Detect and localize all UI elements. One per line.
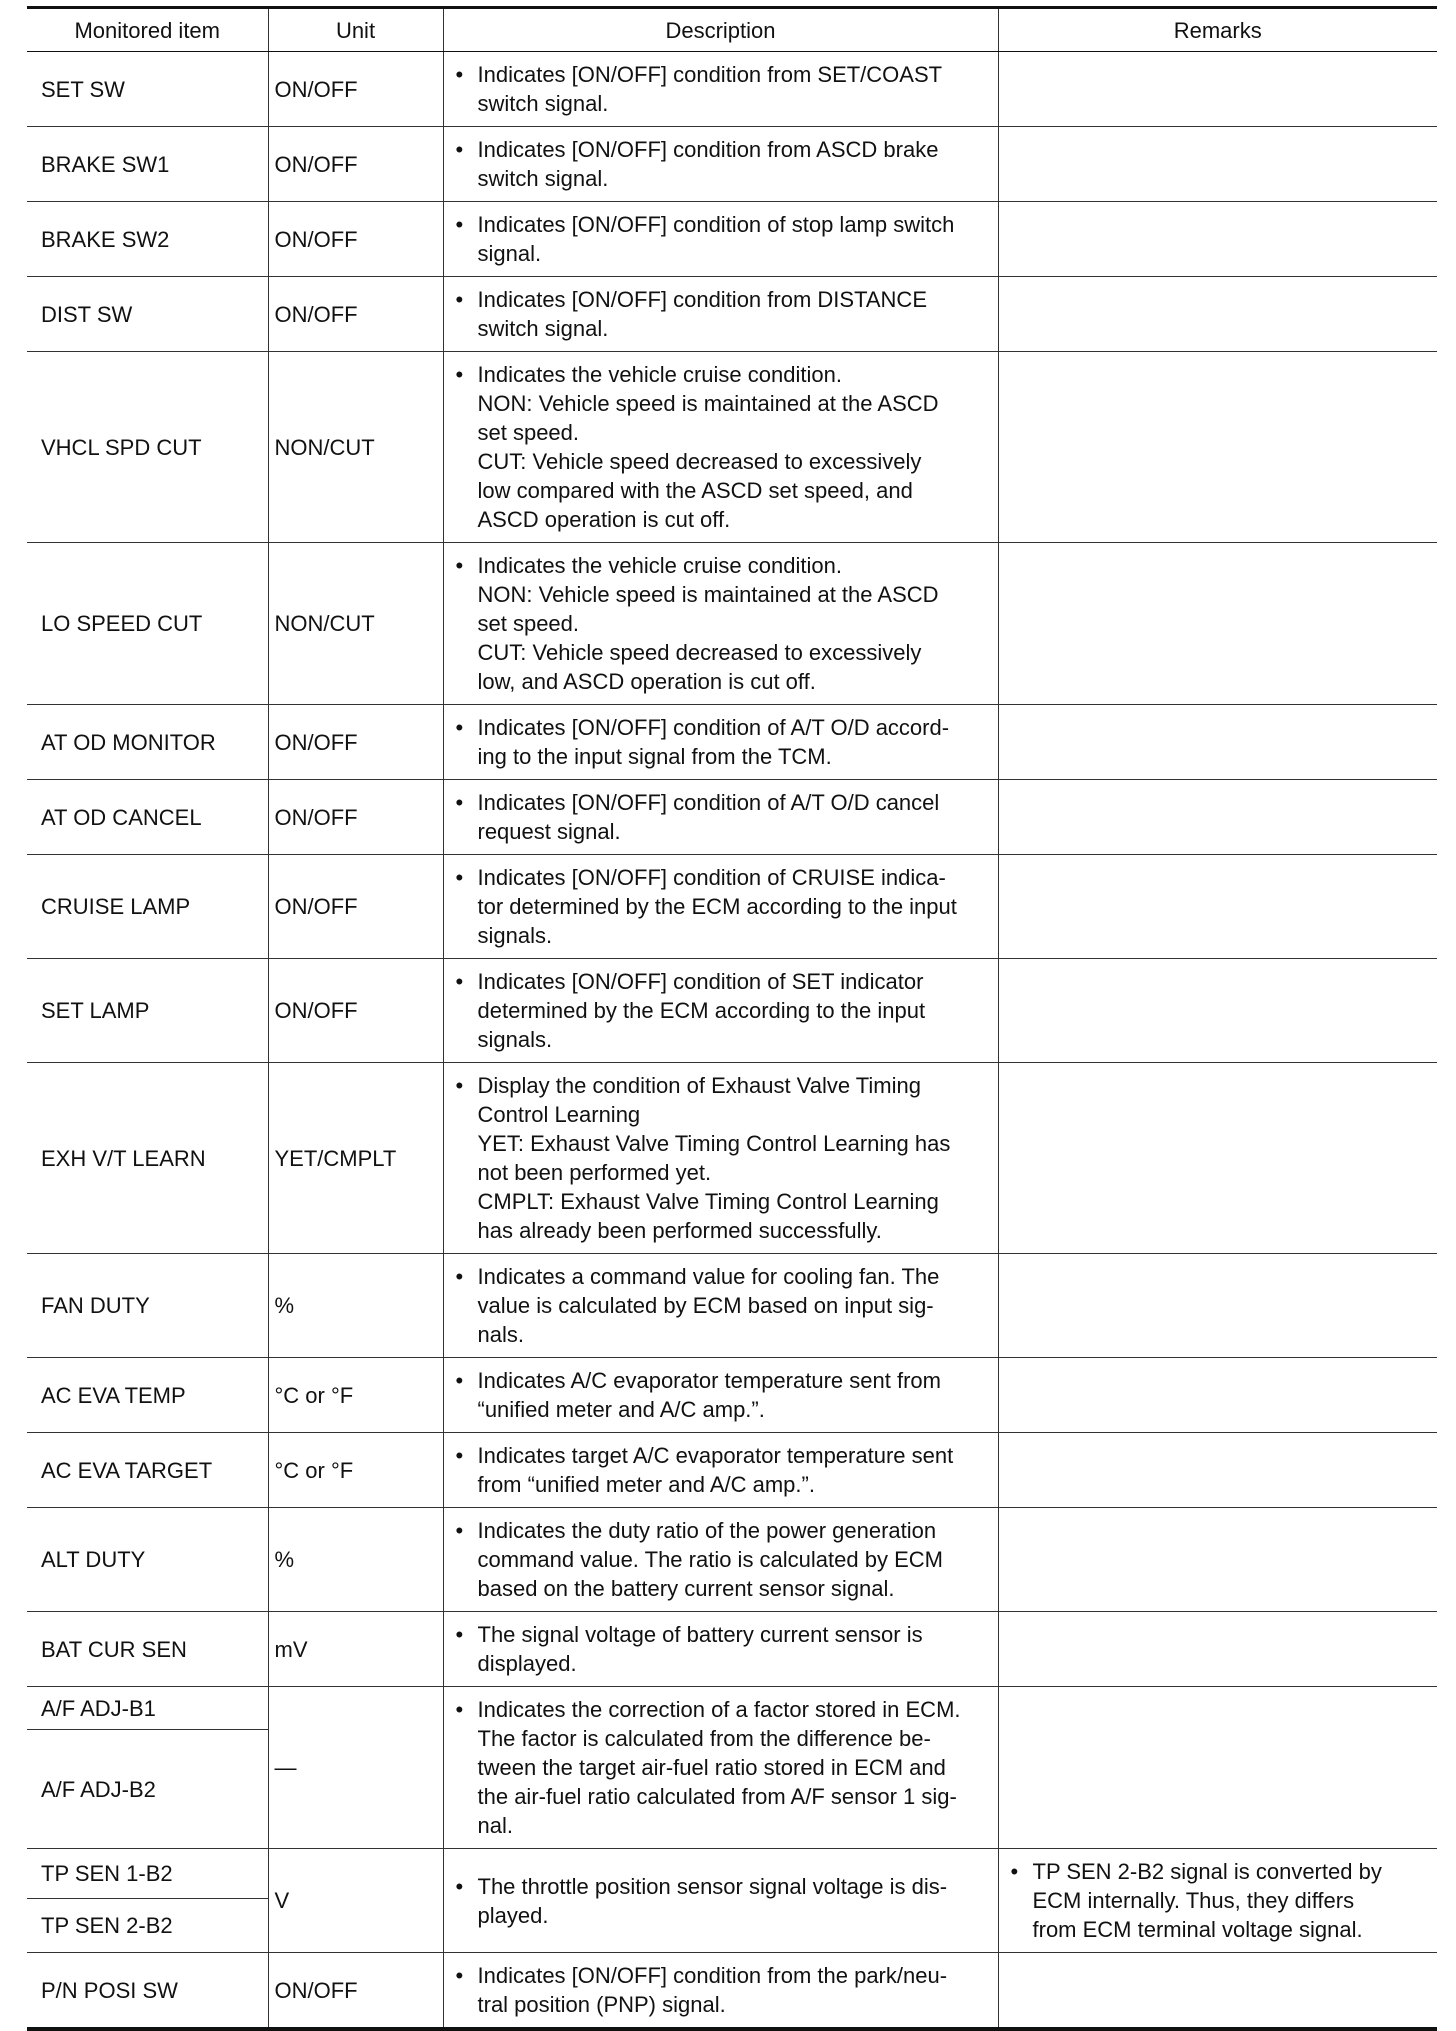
remarks-cell — [998, 1687, 1437, 1849]
text-line: set speed. — [477, 611, 580, 636]
monitored-item-cell: VHCL SPD CUT — [27, 352, 268, 543]
text-line: Indicates [ON/OFF] condition of CRUISE indica- — [477, 865, 946, 890]
description-cell — [443, 352, 998, 543]
text-line: request signal. — [477, 819, 621, 844]
monitored-item-cell: P/N POSI SW — [27, 1953, 268, 2030]
description-bullet — [456, 285, 988, 343]
text-line: Indicates the vehicle cruise condition. — [477, 362, 842, 387]
text-line: played. — [477, 1902, 549, 1928]
table-row — [27, 959, 1437, 1063]
header-monitored-item: Monitored item — [27, 8, 268, 52]
bullet-text — [478, 360, 988, 534]
bullet-dot: • — [455, 1518, 464, 1543]
bullet-text — [478, 210, 988, 268]
bullet-dot: • — [455, 969, 464, 994]
remarks-cell — [998, 1358, 1437, 1433]
unit-cell: ON/OFF — [268, 1953, 443, 2030]
text-line: tween the target air-fuel ratio stored in ECM and — [477, 1755, 946, 1780]
text-line: TP SEN 2-B2 signal is converted by — [1032, 1859, 1382, 1884]
bullet-dot: • — [455, 1697, 464, 1722]
text-line: Indicates [ON/OFF] condition of SET indicator — [477, 969, 924, 994]
remarks-cell — [998, 52, 1437, 127]
text-line: signal. — [477, 241, 542, 266]
remarks-cell — [998, 1508, 1437, 1612]
description-bullet — [456, 713, 988, 771]
monitored-item-cell: FAN DUTY — [27, 1254, 268, 1358]
text-line: set speed. — [477, 420, 580, 445]
bullet-text — [478, 1872, 988, 1930]
description-bullet — [456, 1961, 988, 2019]
description-cell — [443, 1508, 998, 1612]
remarks-cell — [998, 277, 1437, 352]
bullet-dot: • — [455, 1873, 464, 1899]
text-line: low compared with the ASCD set speed, and — [477, 478, 913, 503]
bullet-text — [1033, 1857, 1428, 1944]
remarks-cell — [998, 855, 1437, 959]
monitored-item-cell: ALT DUTY — [27, 1508, 268, 1612]
bullet-text — [478, 863, 988, 950]
remarks-cell — [998, 1953, 1437, 2030]
unit-cell: ON/OFF — [268, 52, 443, 127]
bullet-dot: • — [455, 715, 464, 740]
monitored-item-cell: BRAKE SW2 — [27, 202, 268, 277]
unit-cell: NON/CUT — [268, 543, 443, 705]
remarks-cell — [998, 1063, 1437, 1254]
bullet-dot: • — [455, 790, 464, 815]
text-line: from ECM terminal voltage signal. — [1032, 1917, 1363, 1942]
text-line: Indicates [ON/OFF] condition of A/T O/D cancel — [477, 790, 940, 815]
table-row — [27, 202, 1437, 277]
description-cell — [443, 1254, 998, 1358]
text-line: The factor is calculated from the difference be- — [477, 1726, 931, 1751]
remarks-cell — [998, 705, 1437, 780]
text-line: has already been performed successfully. — [477, 1218, 882, 1243]
text-line: NON: Vehicle speed is maintained at the ASCD — [477, 391, 939, 416]
text-line: nals. — [477, 1322, 524, 1347]
text-line: Indicates [ON/OFF] condition from the park/neu- — [477, 1963, 948, 1988]
bullet-text — [478, 135, 988, 193]
text-line: YET: Exhaust Valve Timing Control Learning has — [477, 1131, 951, 1156]
table-row — [27, 1612, 1437, 1687]
bullet-dot: • — [455, 62, 464, 87]
description-bullet — [456, 60, 988, 118]
bullet-dot: • — [455, 553, 464, 578]
text-line: command value. The ratio is calculated by ECM — [477, 1547, 943, 1572]
description-bullet — [456, 551, 988, 696]
monitored-item-cell: BRAKE SW1 — [27, 127, 268, 202]
bullet-dot: • — [455, 865, 464, 890]
description-cell — [443, 959, 998, 1063]
unit-cell: ON/OFF — [268, 705, 443, 780]
header-remarks: Remarks — [998, 8, 1437, 52]
bullet-dot: • — [455, 1443, 464, 1468]
text-line: The signal voltage of battery current sensor is — [477, 1622, 923, 1647]
bullet-dot: • — [455, 1073, 464, 1098]
monitored-item-cell: TP SEN 2-B2 — [27, 1898, 268, 1952]
monitored-item-cell: BAT CUR SEN — [27, 1612, 268, 1687]
table-row — [27, 1358, 1437, 1433]
remarks-cell — [998, 1433, 1437, 1508]
monitored-item-cell: AC EVA TARGET — [27, 1433, 268, 1508]
unit-cell: — — [268, 1687, 443, 1849]
text-line: Indicates a command value for cooling fan. The — [477, 1264, 940, 1289]
text-line: Indicates [ON/OFF] condition of stop lamp switch — [477, 212, 955, 237]
table-row — [27, 1849, 1437, 1899]
bullet-text — [478, 1620, 988, 1678]
monitored-item-cell: AT OD MONITOR — [27, 705, 268, 780]
description-cell — [443, 52, 998, 127]
text-line: CUT: Vehicle speed decreased to excessively — [477, 640, 922, 665]
remarks-cell — [998, 959, 1437, 1063]
text-line: Indicates [ON/OFF] condition from ASCD brake — [477, 137, 939, 162]
table-row — [27, 277, 1437, 352]
description-cell — [443, 1063, 998, 1254]
description-bullet — [456, 135, 988, 193]
remarks-cell — [998, 1254, 1437, 1358]
monitored-item-cell: EXH V/T LEARN — [27, 1063, 268, 1254]
text-line: Indicates [ON/OFF] condition from SET/COAST — [477, 62, 943, 87]
unit-cell: YET/CMPLT — [268, 1063, 443, 1254]
bullet-dot: • — [455, 1368, 464, 1393]
monitored-item-cell: SET SW — [27, 52, 268, 127]
remarks-bullet — [1011, 1857, 1428, 1944]
remarks-cell — [998, 780, 1437, 855]
bullet-dot: • — [1010, 1859, 1019, 1884]
table-body — [27, 52, 1437, 2030]
description-cell — [443, 202, 998, 277]
bullet-text — [478, 1695, 988, 1840]
unit-cell: NON/CUT — [268, 352, 443, 543]
text-line: Control Learning — [477, 1102, 641, 1127]
description-cell — [443, 780, 998, 855]
description-cell — [443, 855, 998, 959]
description-bullet — [456, 1695, 988, 1840]
unit-cell: % — [268, 1508, 443, 1612]
monitored-items-table — [27, 6, 1437, 2031]
bullet-text — [478, 1262, 988, 1349]
text-line: NON: Vehicle speed is maintained at the ASCD — [477, 582, 939, 607]
monitored-item-cell: A/F ADJ-B2 — [27, 1730, 268, 1849]
table-row — [27, 1508, 1437, 1612]
description-bullet — [456, 1441, 988, 1499]
description-cell — [443, 1953, 998, 2030]
unit-cell: °C or °F — [268, 1433, 443, 1508]
table-row — [27, 1433, 1437, 1508]
text-line: switch signal. — [477, 166, 609, 191]
monitored-item-cell: SET LAMP — [27, 959, 268, 1063]
text-line: based on the battery current sensor signal. — [477, 1576, 895, 1601]
bullet-dot: • — [455, 212, 464, 237]
bullet-text — [478, 1516, 988, 1603]
text-line: CMPLT: Exhaust Valve Timing Control Learning — [477, 1189, 939, 1214]
unit-cell: ON/OFF — [268, 959, 443, 1063]
description-bullet — [456, 788, 988, 846]
text-line: switch signal. — [477, 316, 609, 341]
table-row — [27, 543, 1437, 705]
bullet-text — [478, 1071, 988, 1245]
monitored-item-cell: AC EVA TEMP — [27, 1358, 268, 1433]
header-row — [27, 8, 1437, 52]
remarks-cell — [998, 352, 1437, 543]
unit-cell: ON/OFF — [268, 277, 443, 352]
bullet-text — [478, 551, 988, 696]
text-line: ing to the input signal from the TCM. — [477, 744, 832, 769]
monitored-item-cell: DIST SW — [27, 277, 268, 352]
description-cell — [443, 1687, 998, 1849]
header-description: Description — [443, 8, 998, 52]
bullet-dot: • — [455, 287, 464, 312]
description-cell — [443, 127, 998, 202]
description-bullet — [456, 1872, 988, 1930]
table-row — [27, 1687, 1437, 1730]
text-line: tral position (PNP) signal. — [477, 1992, 726, 2017]
unit-cell: ON/OFF — [268, 202, 443, 277]
unit-cell: ON/OFF — [268, 780, 443, 855]
monitored-item-cell: AT OD CANCEL — [27, 780, 268, 855]
table-row — [27, 1953, 1437, 2030]
bullet-dot: • — [455, 362, 464, 387]
text-line: nal. — [477, 1813, 513, 1838]
bullet-text — [478, 1441, 988, 1499]
text-line: not been performed yet. — [477, 1160, 712, 1185]
text-line: The throttle position sensor signal voltage is dis- — [477, 1873, 948, 1899]
monitor-table-sheet — [27, 6, 1437, 2031]
description-cell — [443, 543, 998, 705]
bullet-text — [478, 967, 988, 1054]
text-line: CUT: Vehicle speed decreased to excessively — [477, 449, 922, 474]
bullet-text — [478, 788, 988, 846]
remarks-cell — [998, 1612, 1437, 1687]
table-row — [27, 705, 1437, 780]
text-line: Indicates [ON/OFF] condition of A/T O/D accord- — [477, 715, 950, 740]
text-line: Indicates [ON/OFF] condition from DISTANCE — [477, 287, 927, 312]
remarks-cell — [998, 127, 1437, 202]
bullet-dot: • — [455, 1264, 464, 1289]
description-bullet — [456, 1516, 988, 1603]
description-cell — [443, 1849, 998, 1953]
text-line: signals. — [477, 1027, 553, 1052]
description-cell — [443, 1433, 998, 1508]
text-line: Indicates the correction of a factor stored in ECM. — [477, 1697, 961, 1722]
bullet-text — [478, 1366, 988, 1424]
monitored-item-cell: LO SPEED CUT — [27, 543, 268, 705]
description-bullet — [456, 1071, 988, 1245]
unit-cell: mV — [268, 1612, 443, 1687]
bullet-text — [478, 285, 988, 343]
unit-cell: % — [268, 1254, 443, 1358]
text-line: tor determined by the ECM according to the input — [477, 894, 957, 919]
text-line: value is calculated by ECM based on input sig- — [477, 1293, 934, 1318]
unit-cell: °C or °F — [268, 1358, 443, 1433]
monitored-item-cell: CRUISE LAMP — [27, 855, 268, 959]
description-bullet — [456, 967, 988, 1054]
text-line: ECM internally. Thus, they differs — [1032, 1888, 1355, 1913]
table-row — [27, 1254, 1437, 1358]
unit-cell: V — [268, 1849, 443, 1953]
table-row — [27, 855, 1437, 959]
text-line: “unified meter and A/C amp.”. — [477, 1397, 765, 1422]
header-unit: Unit — [268, 8, 443, 52]
table-row — [27, 127, 1437, 202]
description-bullet — [456, 1620, 988, 1678]
monitored-item-cell: A/F ADJ-B1 — [27, 1687, 268, 1730]
text-line: ASCD operation is cut off. — [477, 507, 731, 532]
text-line: signals. — [477, 923, 553, 948]
text-line: switch signal. — [477, 91, 609, 116]
text-line: Indicates the duty ratio of the power generation — [477, 1518, 937, 1543]
description-cell — [443, 705, 998, 780]
remarks-cell — [998, 1849, 1437, 1953]
table-row — [27, 1063, 1437, 1254]
table-row — [27, 52, 1437, 127]
table-row — [27, 780, 1437, 855]
text-line: Indicates target A/C evaporator temperature sent — [477, 1443, 954, 1468]
description-bullet — [456, 1262, 988, 1349]
description-bullet — [456, 360, 988, 534]
text-line: Indicates the vehicle cruise condition. — [477, 553, 842, 578]
description-bullet — [456, 1366, 988, 1424]
unit-cell: ON/OFF — [268, 855, 443, 959]
remarks-cell — [998, 543, 1437, 705]
remarks-cell — [998, 202, 1437, 277]
bullet-dot: • — [455, 137, 464, 162]
table-row — [27, 352, 1437, 543]
text-line: determined by the ECM according to the input — [477, 998, 926, 1023]
description-cell — [443, 1358, 998, 1433]
bullet-text — [478, 60, 988, 118]
bullet-dot: • — [455, 1622, 464, 1647]
bullet-text — [478, 1961, 988, 2019]
description-bullet — [456, 863, 988, 950]
description-cell — [443, 1612, 998, 1687]
monitored-item-cell: TP SEN 1-B2 — [27, 1849, 268, 1899]
bullet-dot: • — [455, 1963, 464, 1988]
text-line: Display the condition of Exhaust Valve Timing — [477, 1073, 921, 1098]
text-line: displayed. — [477, 1651, 577, 1676]
text-line: Indicates A/C evaporator temperature sent from — [477, 1368, 941, 1393]
description-cell — [443, 277, 998, 352]
text-line: low, and ASCD operation is cut off. — [477, 669, 816, 694]
text-line: the air-fuel ratio calculated from A/F sensor 1 sig- — [477, 1784, 957, 1809]
unit-cell: ON/OFF — [268, 127, 443, 202]
bullet-text — [478, 713, 988, 771]
description-bullet — [456, 210, 988, 268]
text-line: from “unified meter and A/C amp.”. — [477, 1472, 815, 1497]
